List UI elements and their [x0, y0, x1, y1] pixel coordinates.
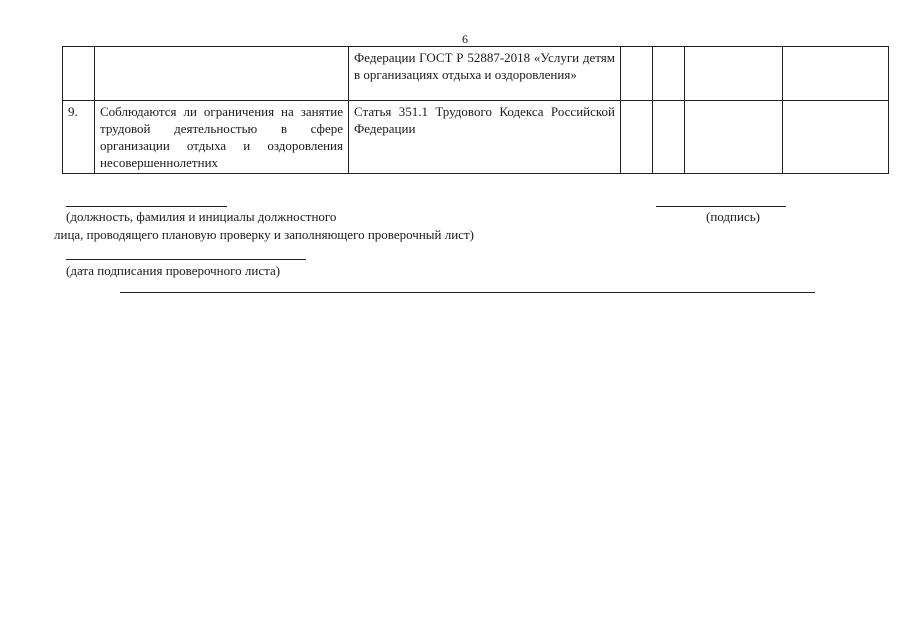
note-cell[interactable] [783, 101, 889, 174]
closing-divider-line [120, 292, 815, 293]
answer-yes-cell[interactable] [621, 47, 653, 101]
answer-not-applicable-cell[interactable] [685, 101, 783, 174]
note-cell[interactable] [783, 47, 889, 101]
official-signature-line [66, 206, 227, 207]
requirement-cell: Федерации ГОСТ Р 52887-2018 «Услуги детям в организациях отдыха и оздоровления» [349, 47, 621, 101]
date-caption: (дата подписания проверочного листа) [66, 263, 281, 278]
date-signature-line [66, 259, 306, 260]
checklist-table [62, 46, 889, 174]
page-number: 6 [462, 32, 468, 46]
answer-no-cell[interactable] [653, 101, 685, 174]
signature-caption: (подпись) [706, 209, 760, 224]
official-caption-line2: лица, проводящего плановую проверку и заполняющего проверочный лист) [54, 227, 474, 242]
row-number-cell [63, 47, 95, 101]
question-cell [95, 47, 349, 101]
table-row [63, 101, 889, 174]
answer-no-cell[interactable] [653, 47, 685, 101]
row-number-cell: 9. [63, 101, 95, 174]
question-cell: Соблюдаются ли ограничения на занятие трудовой деятельностью в сфере организации отдыха и оздоровления несовершеннолетних [95, 101, 349, 174]
answer-not-applicable-cell[interactable] [685, 47, 783, 101]
answer-yes-cell[interactable] [621, 101, 653, 174]
requirement-cell: Статья 351.1 Трудового Кодекса Российской Федерации [349, 101, 621, 174]
official-caption-line1: (должность, фамилия и инициалы должностного [66, 209, 337, 224]
table-row [63, 47, 889, 101]
signature-line [656, 206, 786, 207]
